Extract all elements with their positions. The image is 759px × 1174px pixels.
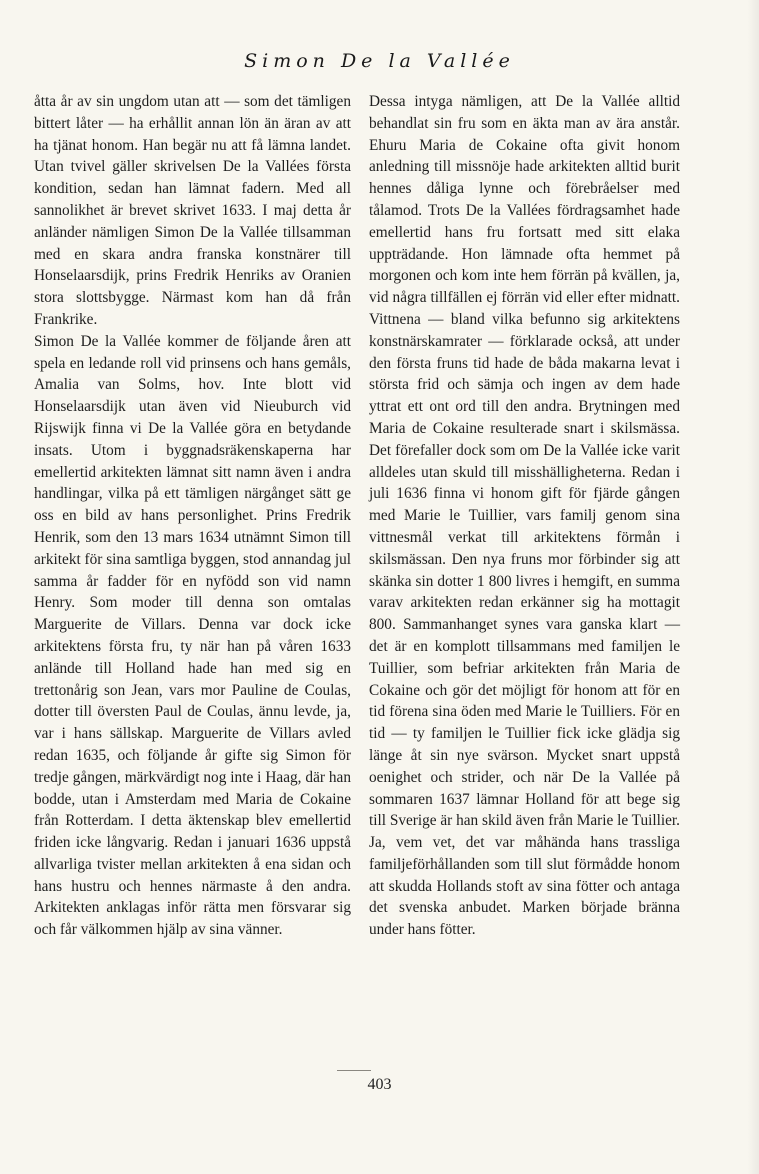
right-column (369, 91, 680, 941)
left-column (34, 91, 351, 941)
left-paragraph-2: Simon De la Vallée kommer de följande åren att spela en ledande roll vid prinsens och hans gemåls, Amalia van Solms, hov. Inte blott vid Honselaarsdijk utan även vid Nieuburch vid Rijswijk finna vi De la Vallée göra en betydande insats. Utom i byggnadsräkenskaperna har emellertid arkitekten lämnat sitt namn även i andra handlingar, vilka på ett tämligen närgånget sätt ge oss en bild av hans personlighet. Prins Fredrik Henrik, som den 13 mars 1634 utnämnt Simon till arkitekt för sina samtliga byggen, stod annandag jul samma år fadder för en nyfödd son vid namn Henry. Som moder till denna son omtalas Marguerite de Villars. Denna var dock icke arkitektens första fru, ty när han på våren 1633 anlände till Holland hade han med sig en trettonårig son Jean, vars mor Pauline de Coulas, dotter till översten Paul de Coulas, ännu levde, ja, var i hans sällskap. Marguerite de Villars avled redan 1635, och följande år gifte sig Simon för tredje gången, märkvärdigt nog inte i Haag, där han bodde, utan i Amsterdam med Maria de Cokaine från Rotterdam. I detta äktenskap blev emellertid friden icke långvarig. Redan i januari 1636 uppstå allvarliga tvister mellan arkitekten å ena sidan och hans hustru och hennes närmaste å den andra. Arkitekten anklagas inför rätta men försvarar sig och får välkommen hjälp av sina vänner. (34, 332, 351, 939)
left-paragraph-1: åtta år av sin ungdom utan att — som det tämligen bittert låter — ha erhållit annan lön än äran av att ha tjänat honom. Han begär nu att få lämna landet. Utan tvivel gäller skrivelsen De la Vallées första kondition, sedan han lämnat fadern. Med all sannolikhet är brevet skrivet 1633. I maj detta år anländer nämligen Simon De la Vallée tillsamman med en skara andra franska konstnärer till Honselaarsdijk, prins Fredrik Henriks av Oranien stora slottsbygge. Närmast kom han då från Frankrike. (34, 93, 351, 328)
folio-rule (337, 1070, 371, 1071)
page-number: 403 (367, 1076, 392, 1093)
running-title: Simon De la Vallée (244, 50, 515, 72)
right-paragraph-1: Dessa intyga nämligen, att De la Vallée alltid behandlat sin fru som en äkta man av ära anstår. Ehuru Maria de Cokaine ofta givit honom anledning till missnöje hade arkitekten alltid burit hennes dåliga lynne och förebråelser med tålamod. Trots De la Vallées fördragsamhet hade emellertid hans fru fortsatt med sitt elaka uppträdande. Hon lämnade ofta hemmet på morgonen och kom inte hem förrän på kvällen, ja, vid några tillfällen ej förrän vid eller efter midnatt. Vittnena — bland vilka befunno sig arkitektens konstnärskamrater — förklarade också, att under den första fruns tid hade de båda makarna levat i största frid och sämja och ingen av dem hade yttrat ett ont ord till den andra. Brytningen med Maria de Cokaine resulterade snart i skilsmässa. Det förefaller dock som om De la Vallée icke varit alldeles utan skuld till misshälligheterna. Redan i juli 1636 finna vi honom gift för fjärde gången med Marie le Tuillier, vars familj genom sina vittnesmål verkat till arkitektens förmån i skilsmässan. Den nya fruns mor förbinder sig att skänka sin dotter 1 800 livres i hemgift, en summa varav arkitekten redan erkänner sig ha mottagit 800. Sammanhanget synes vara ganska klart — det är en komplott tillsammans med familjen le Tuillier, som befriar arkitekten från Maria de Cokaine och gör det möjligt för honom att för en tid förena sina öden med Marie le Tuilliers. För en tid — ty familjen le Tuillier fick icke glädja sig länge åt sin nye svärson. Mycket snart uppstå oenighet och strider, och när De la Vallée på sommaren 1637 lämnar Holland för att bege sig till Sverige är han skild även från Marie le Tuillier. Ja, vem vet, det var måhända hans trassliga familjeförhållanden som till slut förmådde honom att skudda Hollands stoft av sina fötter och antaga det svenska anbudet. Marken började bränna under hans fötter. (369, 93, 680, 939)
page-edge-shadow (747, 0, 759, 1174)
